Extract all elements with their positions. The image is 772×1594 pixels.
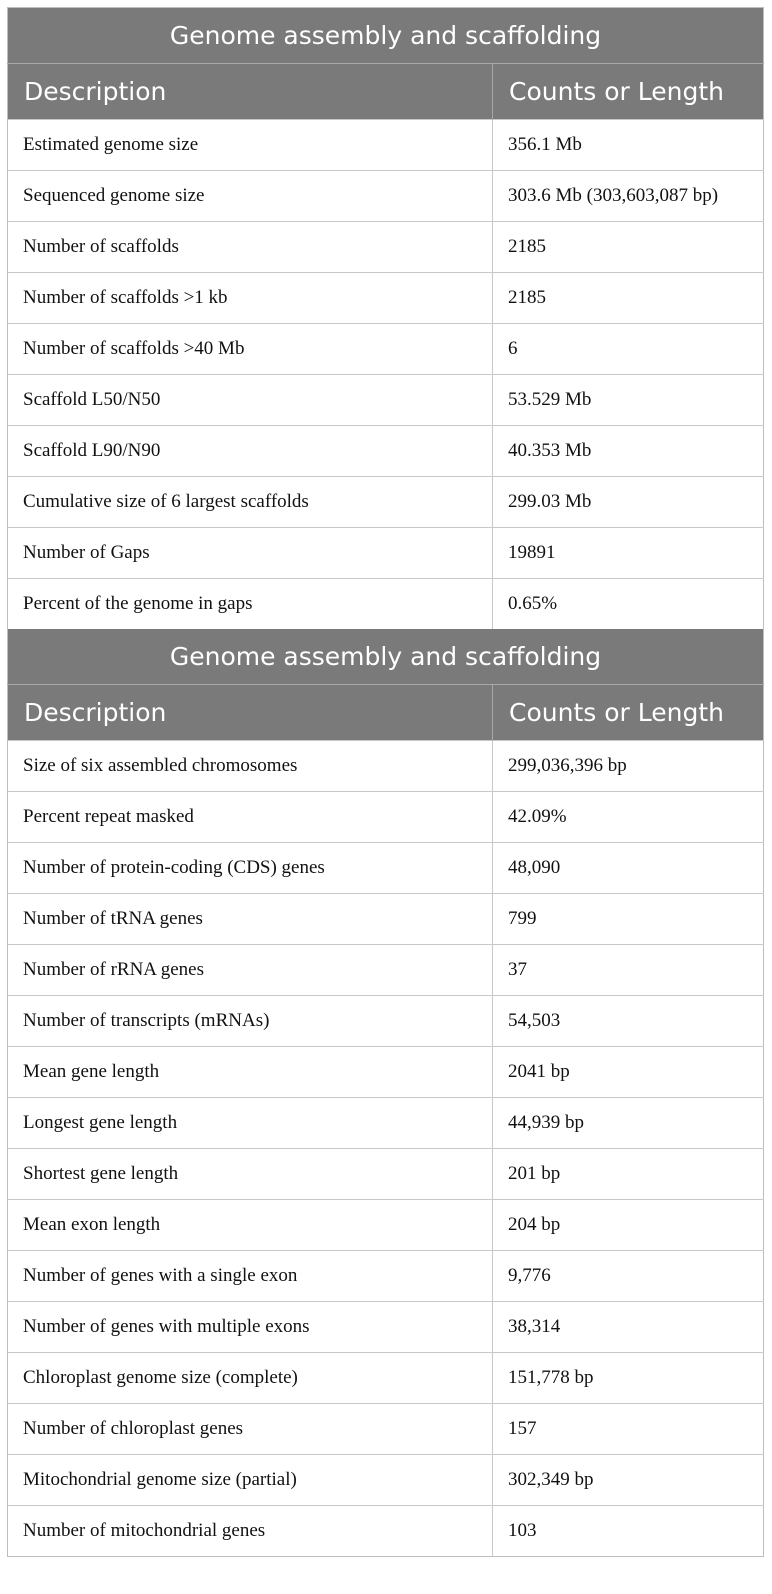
table-row [8,1047,764,1098]
section-title: Genome assembly and scaffolding [8,8,764,64]
table-row [8,1149,764,1200]
row-value: 157 [493,1404,764,1455]
table-row [8,843,764,894]
row-value: 37 [493,945,764,996]
row-description: Number of scaffolds [8,222,493,273]
table-row [8,1302,764,1353]
column-header-value: Counts or Length [493,64,764,120]
row-value: 299.03 Mb [493,477,764,528]
table-row [8,996,764,1047]
row-value: 0.65% [493,579,764,630]
row-description: Number of transcripts (mRNAs) [8,996,493,1047]
column-header-value: Counts or Length [493,685,764,741]
table-row [8,120,764,171]
row-value: 40.353 Mb [493,426,764,477]
table-row [8,528,764,579]
table-row [8,1506,764,1557]
row-value: 19891 [493,528,764,579]
column-header-description: Description [8,685,493,741]
table-row [8,426,764,477]
row-description: Number of protein-coding (CDS) genes [8,843,493,894]
row-description: Number of chloroplast genes [8,1404,493,1455]
row-description: Scaffold L90/N90 [8,426,493,477]
row-description: Number of genes with a single exon [8,1251,493,1302]
row-value: 2185 [493,273,764,324]
row-value: 201 bp [493,1149,764,1200]
table-row [8,1098,764,1149]
table-row [8,579,764,630]
table-body [8,8,764,1557]
table-row [8,1404,764,1455]
row-description: Mitochondrial genome size (partial) [8,1455,493,1506]
row-value: 204 bp [493,1200,764,1251]
genome-stats-table [7,7,764,1557]
table-row [8,894,764,945]
row-description: Percent of the genome in gaps [8,579,493,630]
row-value: 44,939 bp [493,1098,764,1149]
row-description: Number of Gaps [8,528,493,579]
row-description: Percent repeat masked [8,792,493,843]
row-description: Sequenced genome size [8,171,493,222]
table-row [8,1251,764,1302]
column-header-row [8,685,764,741]
row-value: 103 [493,1506,764,1557]
row-value: 42.09% [493,792,764,843]
row-value: 53.529 Mb [493,375,764,426]
row-description: Shortest gene length [8,1149,493,1200]
table-row [8,741,764,792]
row-description: Scaffold L50/N50 [8,375,493,426]
row-description: Number of mitochondrial genes [8,1506,493,1557]
row-value: 302,349 bp [493,1455,764,1506]
table-row [8,222,764,273]
row-value: 799 [493,894,764,945]
section-title-row [8,629,764,685]
genome-stats-table-container [7,7,763,1587]
table-row [8,273,764,324]
row-description: Number of genes with multiple exons [8,1302,493,1353]
row-description: Number of scaffolds >40 Mb [8,324,493,375]
row-description: Number of scaffolds >1 kb [8,273,493,324]
row-description: Mean gene length [8,1047,493,1098]
row-value: 356.1 Mb [493,120,764,171]
row-description: Size of six assembled chromosomes [8,741,493,792]
row-description: Number of tRNA genes [8,894,493,945]
table-row [8,792,764,843]
row-value: 48,090 [493,843,764,894]
table-row [8,945,764,996]
row-description: Longest gene length [8,1098,493,1149]
column-header-row [8,64,764,120]
row-description: Estimated genome size [8,120,493,171]
table-row [8,477,764,528]
row-value: 9,776 [493,1251,764,1302]
row-value: 2041 bp [493,1047,764,1098]
section-title-row [8,8,764,64]
table-row [8,324,764,375]
column-header-description: Description [8,64,493,120]
table-row [8,171,764,222]
table-row [8,1455,764,1506]
row-value: 299,036,396 bp [493,741,764,792]
row-value: 303.6 Mb (303,603,087 bp) [493,171,764,222]
section-title: Genome assembly and scaffolding [8,629,764,685]
row-value: 6 [493,324,764,375]
table-row [8,1200,764,1251]
table-row [8,375,764,426]
row-value: 2185 [493,222,764,273]
row-value: 54,503 [493,996,764,1047]
row-description: Chloroplast genome size (complete) [8,1353,493,1404]
row-description: Number of rRNA genes [8,945,493,996]
row-description: Cumulative size of 6 largest scaffolds [8,477,493,528]
row-value: 151,778 bp [493,1353,764,1404]
row-value: 38,314 [493,1302,764,1353]
row-description: Mean exon length [8,1200,493,1251]
table-row [8,1353,764,1404]
